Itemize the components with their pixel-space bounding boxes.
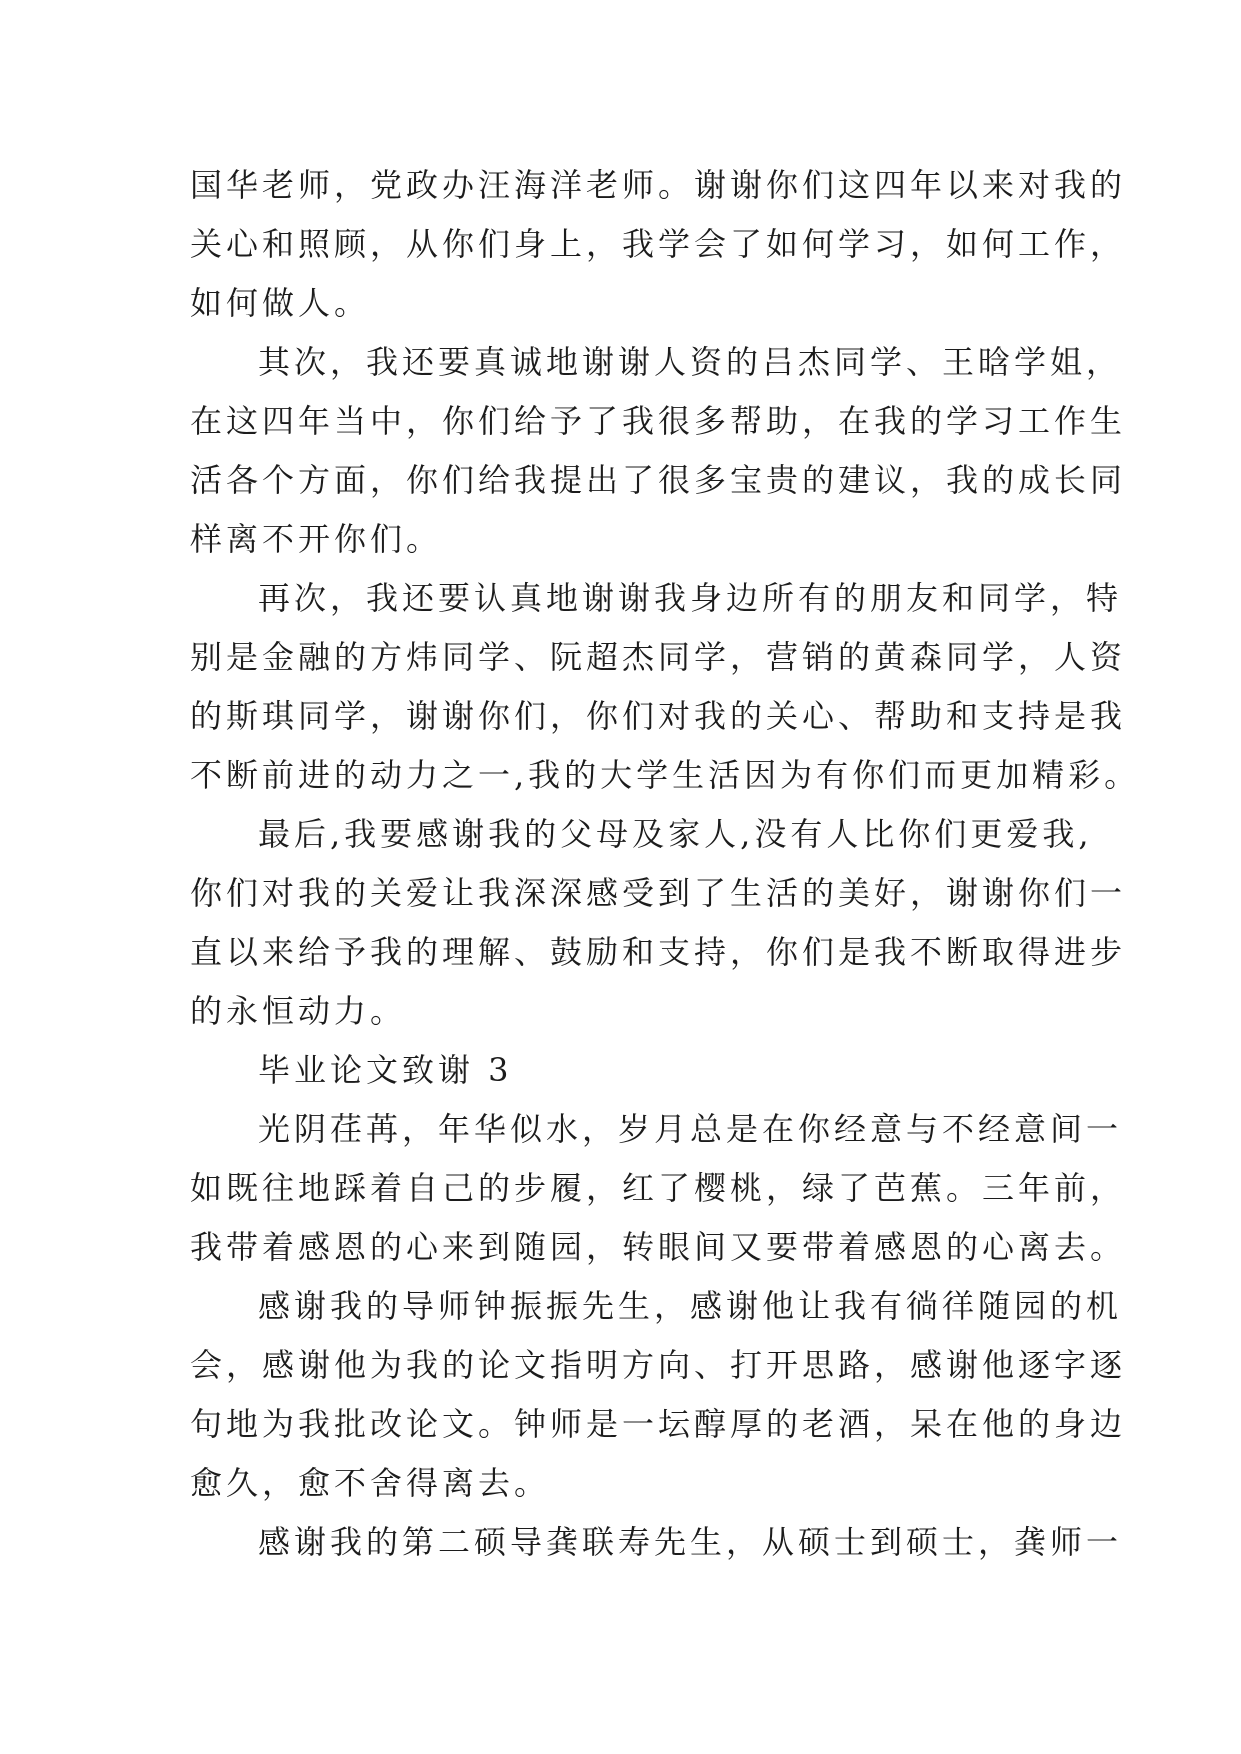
text-line: 活各个方面，你们给我提出了很多宝贵的建议，我的成长同 xyxy=(190,461,1127,499)
text-line: 样离不开你们。 xyxy=(190,520,443,558)
text-line: 的永恒动力。 xyxy=(190,992,407,1030)
text-line: 光阴荏苒，年华似水，岁月总是在你经意与不经意间一 xyxy=(258,1110,1123,1148)
text-line: 感谢我的导师钟振振先生，感谢他让我有徜徉随园的机 xyxy=(258,1287,1123,1325)
text-line: 再次，我还要认真地谢谢我身边所有的朋友和同学，特 xyxy=(258,579,1123,617)
text-line: 我带着感恩的心来到随园，转眼间又要带着感恩的心离去。 xyxy=(190,1228,1127,1266)
text-line: 其次，我还要真诚地谢谢人资的吕杰同学、王晗学姐， xyxy=(258,343,1123,381)
text-line: 直以来给予我的理解、鼓励和支持，你们是我不断取得进步 xyxy=(190,933,1127,971)
text-line: 如何做人。 xyxy=(190,284,371,322)
text-line: 不断前进的动力之一,我的大学生活因为有你们而更加精彩。 xyxy=(190,756,1141,794)
text-line: 愈久，愈不舍得离去。 xyxy=(190,1464,551,1502)
text-line: 感谢我的第二硕导龚联寿先生，从硕士到硕士，龚师一 xyxy=(258,1523,1123,1561)
text-line: 最后,我要感谢我的父母及家人,没有人比你们更爱我, xyxy=(258,815,1093,853)
text-line: 你们对我的关爱让我深深感受到了生活的美好，谢谢你们一 xyxy=(190,874,1127,912)
text-line: 在这四年当中，你们给予了我很多帮助，在我的学习工作生 xyxy=(190,402,1127,440)
text-line: 句地为我批改论文。钟师是一坛醇厚的老酒，呆在他的身边 xyxy=(190,1405,1127,1443)
text-line: 关心和照顾，从你们身上，我学会了如何学习，如何工作， xyxy=(190,225,1127,263)
body-text xyxy=(190,156,1141,1572)
text-line: 别是金融的方炜同学、阮超杰同学，营销的黄森同学，人资 xyxy=(190,638,1127,676)
text-line: 会，感谢他为我的论文指明方向、打开思路，感谢他逐字逐 xyxy=(190,1346,1127,1384)
text-line: 国华老师，党政办汪海洋老师。谢谢你们这四年以来对我的 xyxy=(190,166,1127,204)
text-line: 如既往地踩着自己的步履，红了樱桃，绿了芭蕉。三年前， xyxy=(190,1169,1127,1207)
section-heading: 毕业论文致谢 3 xyxy=(258,1051,513,1089)
text-line: 的斯琪同学，谢谢你们，你们对我的关心、帮助和支持是我 xyxy=(190,697,1127,735)
